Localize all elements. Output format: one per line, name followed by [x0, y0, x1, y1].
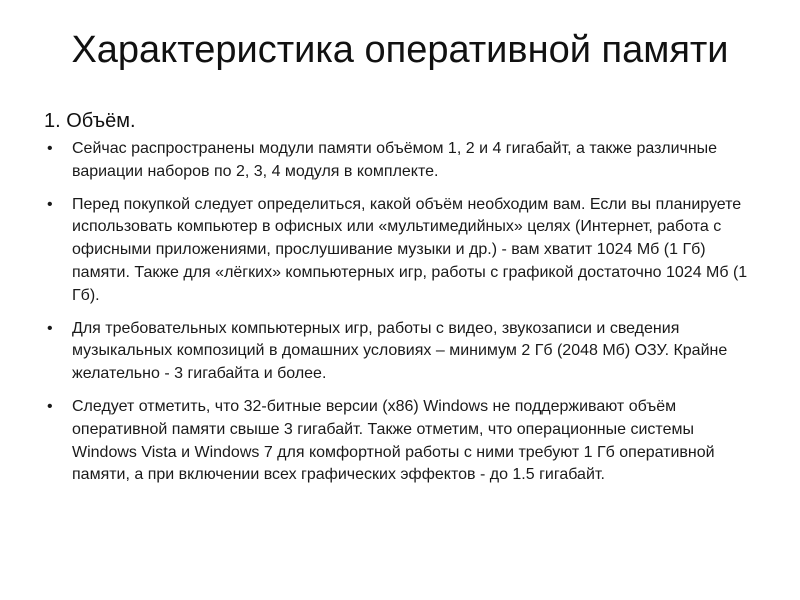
bullet-item: [44, 138, 756, 184]
section-heading: [44, 108, 136, 134]
bullet-marker: •: [47, 397, 53, 415]
bullet-text: Перед покупкой следует определиться, какой объём необходим вам. Если вы планируете использовать компьютер в офисных или «мультимедийных» целях (Интернет, работа с офисными приложениями, прослушивание музыки и др.) - вам хватит 1024 Мб (1 Гб) памяти. Также для «лёгких» компьютерных игр, работы с графикой достаточно 1024 Мб (1 Гб).: [72, 195, 748, 304]
bullet-marker: •: [47, 195, 53, 213]
bullet-item: [44, 194, 756, 308]
bullet-item: [44, 396, 756, 487]
section-heading-text: Объём.: [66, 110, 136, 132]
bullet-list: [44, 138, 756, 497]
bullet-item: [44, 318, 756, 386]
bullet-marker: •: [47, 140, 53, 157]
section-number: 1.: [44, 110, 61, 132]
slide-title: Характеристика оперативной памяти: [71, 29, 729, 71]
bullet-text: Сейчас распространены модули памяти объёмом 1, 2 и 4 гигабайт, а также различные вариации наборов по 2, 3, 4 модуля в комплекте.: [72, 140, 718, 180]
bullet-text: Следует отметить, что 32-битные версии (x86) Windows не поддерживают объём оперативной памяти свыше 3 гигабайт. Также отметим, что операционные системы Windows Vista и Windows 7 для комфортной работы с ними требуют 1 Гб оперативной памяти, а при включении всех графических эффектов - до 1.5 гигабайт.: [72, 397, 715, 484]
bullet-marker: •: [47, 319, 53, 337]
bullet-text: Для требовательных компьютерных игр, работы с видео, звукозаписи и сведения музыкальных композиций в домашних условиях – минимум 2 Гб (2048 Мб) ОЗУ. Крайне желательно - 3 гигабайта и более.: [72, 319, 728, 383]
